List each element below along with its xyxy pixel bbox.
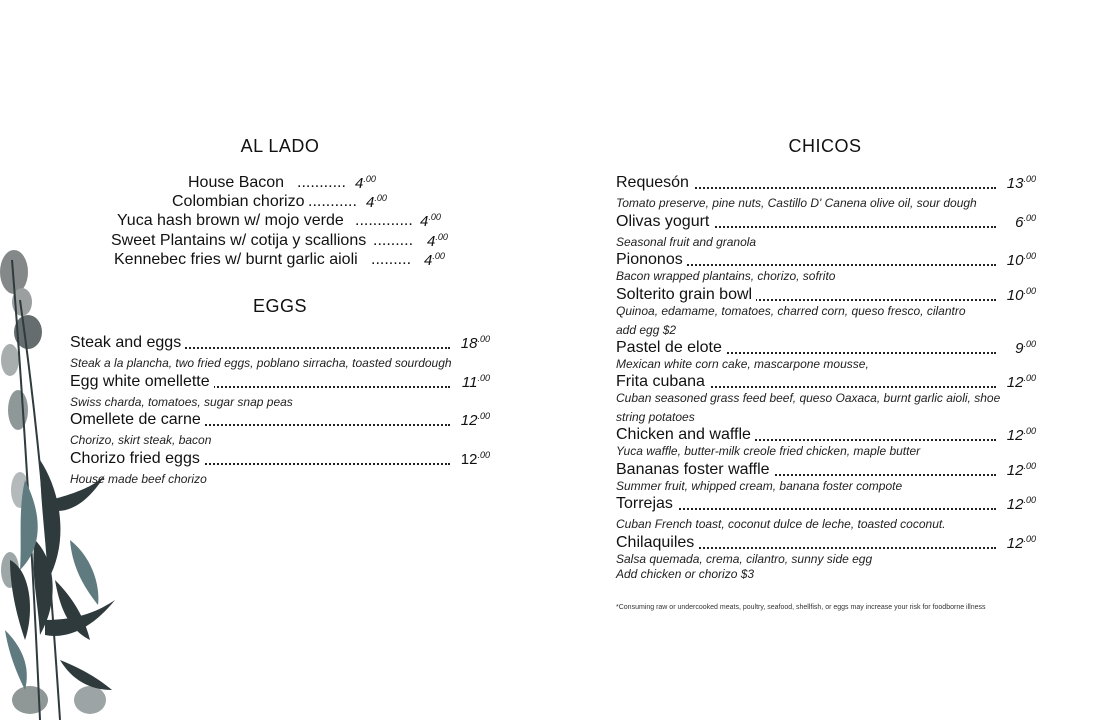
menu-item-description: Bacon wrapped plantains, chorizo, sofrito (616, 269, 836, 283)
menu-item-name: Pastel de elote (616, 339, 726, 357)
menu-item-description: Cuban seasoned grass feed beef, queso Oaxaca, burnt garlic aioli, shoe (616, 391, 1001, 405)
menu-item-price: $12^{.00}$ (1003, 461, 1036, 479)
side-item-dots: ......... (371, 251, 412, 268)
eggs-heading: EGGS (252, 296, 307, 316)
menu-item-price: $12^{.00}$ (1003, 534, 1036, 552)
menu-item-description: Seasonal fruit and granola (616, 235, 757, 249)
menu-item-price: $12^{.00}$ (1003, 495, 1036, 513)
side-item-price: $4^{.00}$ (420, 212, 441, 230)
menu-item-price: $11^{.00}$ (458, 373, 490, 391)
menu-item (616, 495, 1036, 515)
menu-item-price: $10^{.00}$ (1003, 286, 1036, 304)
menu-item-name: Chicken and waffle (616, 426, 755, 444)
menu-item-description: Cuban French toast, coconut dulce de leche, toasted coconut. (616, 517, 946, 531)
side-item-name: Sweet Plantains w/ cotija y scallions (111, 232, 367, 249)
menu-item-description: Salsa quemada, crema, cilantro, sunny side egg (616, 552, 873, 566)
menu-item (616, 339, 1036, 359)
menu-item (616, 251, 1036, 271)
side-item-name: Yuca hash brown w/ mojo verde (117, 212, 344, 229)
menu-item-name: Chilaquiles (616, 534, 698, 552)
menu-item-description: Chorizo, skirt steak, bacon (70, 433, 212, 447)
side-item-price: $4^{.00}$ (427, 232, 448, 250)
menu-item-description: Steak a la plancha, two fried eggs, poblano sirracha, toasted sourdough (70, 356, 452, 370)
menu-item-name: Olivas yogurt (616, 213, 713, 231)
side-item-price: $4^{.00}$ (366, 193, 387, 211)
menu-item-price: $6^{.00}$ (1011, 213, 1036, 231)
menu-item-description: Swiss charda, tomatoes, sugar snap peas (70, 395, 293, 409)
menu-item (616, 213, 1036, 233)
menu-item (70, 450, 490, 470)
menu-item (616, 461, 1036, 481)
menu-item-description-extra: add egg $2 (616, 323, 677, 337)
al-lado-heading: AL LADO (240, 136, 320, 156)
menu-item-description: Yuca waffle, butter-milk creole fried chicken, maple butter (616, 444, 921, 458)
menu-item (616, 426, 1036, 446)
health-disclaimer: *Consuming raw or undercooked meats, poultry, seafood, shellfish, or eggs may increase your risk for foodborne illness (616, 604, 986, 611)
menu-item-price: $18^{.00}$ (457, 334, 490, 352)
menu-item-name: Requesón (616, 174, 693, 192)
menu-item-description: Summer fruit, whipped cream, banana foster compote (616, 479, 903, 493)
menu-item-price: $12^{.00}$ (457, 450, 490, 468)
menu-item-name: Bananas foster waffle (616, 461, 774, 479)
chicos-heading: CHICOS (788, 136, 862, 156)
menu-item-description-extra: Add chicken or chorizo $3 (616, 567, 755, 581)
menu-item (70, 334, 490, 354)
menu-item-name: Steak and eggs (70, 334, 185, 352)
side-item-price: $4^{.00}$ (424, 251, 445, 269)
side-item-price: $4^{.00}$ (355, 174, 376, 192)
menu-item-price: $13^{.00}$ (1003, 174, 1036, 192)
menu-item (616, 534, 1036, 554)
side-item-name: House Bacon (188, 174, 285, 191)
menu-item-description: House made beef chorizo (70, 472, 207, 486)
menu-item-price: $12^{.00}$ (1003, 373, 1036, 391)
side-item-name: Kennebec fries w/ burnt garlic aioli (114, 251, 358, 268)
menu-item-name: Chorizo fried eggs (70, 450, 204, 468)
menu-item (616, 373, 1036, 393)
menu-item (616, 174, 1036, 194)
menu-item-price: $12^{.00}$ (457, 411, 490, 429)
menu-item-name: Omellete de carne (70, 411, 205, 429)
menu-item-name: Egg white omellette (70, 373, 214, 391)
side-item-dots: ......... (373, 232, 414, 249)
menu-item-price: $12^{.00}$ (1003, 426, 1036, 444)
menu-item (70, 373, 490, 393)
menu-item-name: Piononos (616, 251, 687, 269)
menu-item (616, 286, 1036, 306)
side-item-name: Colombian chorizo (172, 193, 305, 210)
menu-item-name: Frita cubana (616, 373, 709, 391)
menu-item (70, 411, 490, 431)
side-item-dots: ............. (355, 212, 413, 229)
side-item-dots: ........... (297, 174, 346, 191)
side-item-dots: ........... (308, 193, 357, 210)
menu-item-price: $10^{.00}$ (1003, 251, 1036, 269)
menu-item-description-extra: string potatoes (616, 410, 695, 424)
menu-item-description: Quinoa, edamame, tomatoes, charred corn, queso fresco, cilantro (616, 304, 966, 318)
menu-item-description: Tomato preserve, pine nuts, Castillo D' Canena olive oil, sour dough (616, 196, 977, 210)
menu-item-name: Torrejas (616, 495, 677, 513)
menu-item-description: Mexican white corn cake, mascarpone mousse, (616, 357, 869, 371)
menu-item-name: Solterito grain bowl (616, 286, 756, 304)
menu-item-price: $9^{.00}$ (1011, 339, 1036, 357)
